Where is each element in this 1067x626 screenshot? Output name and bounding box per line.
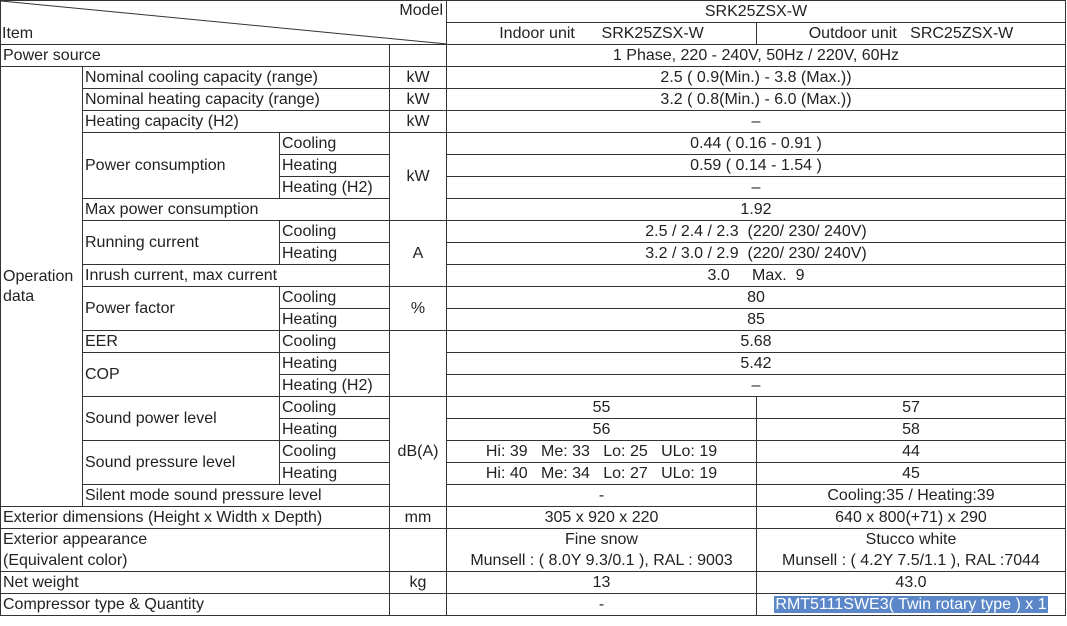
compressor-outdoor-selected[interactable]: RMT5111SWE3( Twin rotary type ) x 1 — [775, 595, 1047, 613]
sound-pressure-mode-heating: Heating — [280, 463, 390, 485]
exterior-dimensions-outdoor: 640 x 800(+71) x 290 — [757, 507, 1066, 529]
sound-power-mode-cooling: Cooling — [280, 397, 390, 419]
eer-mode: Cooling — [280, 331, 390, 353]
silent-mode-outdoor: Cooling:35 / Heating:39 — [757, 485, 1066, 507]
max-power-label: Max power consumption — [83, 199, 390, 221]
equivalent-color-label: (Equivalent color) — [1, 550, 390, 572]
power-factor-label: Power factor — [83, 287, 280, 331]
sound-power-cooling-outdoor: 57 — [757, 397, 1066, 419]
sound-pressure-cooling-outdoor: 44 — [757, 441, 1066, 463]
heating-h2-value: – — [447, 111, 1066, 133]
model-label: Model — [399, 2, 443, 19]
outdoor-unit-model: SRC25ZSX-W — [910, 24, 1014, 42]
power-consumption-mode-heating: Heating — [280, 155, 390, 177]
net-weight-label: Net weight — [1, 572, 390, 594]
inrush-current-value: 3.0 Max. 9 — [447, 265, 1066, 287]
heating-h2-unit: kW — [390, 111, 447, 133]
power-consumption-heating-h2-value: – — [447, 177, 1066, 199]
power-consumption-unit: kW — [390, 133, 447, 221]
exterior-appearance-label: Exterior appearance — [1, 529, 390, 551]
power-factor-cooling-value: 80 — [447, 287, 1066, 309]
running-current-unit: A — [390, 221, 447, 287]
power-consumption-mode-heating-h2: Heating (H2) — [280, 177, 390, 199]
power-consumption-cooling-value: 0.44 ( 0.16 - 0.91 ) — [447, 133, 1066, 155]
power-consumption-label: Power consumption — [83, 133, 280, 199]
outdoor-unit-header — [757, 23, 1066, 45]
nominal-heating-label: Nominal heating capacity (range) — [83, 89, 390, 111]
cop-mode-heating-h2: Heating (H2) — [280, 375, 390, 397]
nominal-heating-unit: kW — [390, 89, 447, 111]
compressor-unit — [390, 594, 447, 616]
outdoor-unit-label: Outdoor unit — [808, 24, 897, 42]
silent-mode-indoor: - — [447, 485, 757, 507]
power-source-unit — [390, 45, 447, 67]
cop-heating-h2-value: – — [447, 375, 1066, 397]
nominal-heating-value: 3.2 ( 0.8(Min.) - 6.0 (Max.)) — [447, 89, 1066, 111]
cop-label: COP — [83, 353, 280, 397]
item-label: Item — [2, 25, 34, 42]
sound-power-mode-heating: Heating — [280, 419, 390, 441]
compressor-label: Compressor type & Quantity — [1, 594, 390, 616]
sound-pressure-label: Sound pressure level — [83, 441, 280, 485]
compressor-indoor: - — [447, 594, 757, 616]
exterior-dimensions-label: Exterior dimensions (Height x Width x Depth) — [1, 507, 390, 529]
net-weight-outdoor: 43.0 — [757, 572, 1066, 594]
exterior-appearance-outdoor: Stucco white — [757, 529, 1066, 551]
sound-power-label: Sound power level — [83, 397, 280, 441]
power-factor-unit: % — [390, 287, 447, 331]
nominal-cooling-label: Nominal cooling capacity (range) — [83, 67, 390, 89]
indoor-unit-label: Indoor unit — [499, 24, 575, 42]
running-current-heating-value: 3.2 / 3.0 / 2.9 (220/ 230/ 240V) — [447, 243, 1066, 265]
power-factor-mode-heating: Heating — [280, 309, 390, 331]
header-diagonal-cell — [1, 1, 447, 45]
inrush-current-label: Inrush current, max current — [83, 265, 390, 287]
indoor-equivalent-color: Munsell : ( 8.0Y 9.3/0.1 ), RAL : 9003 — [447, 550, 757, 572]
eer-value: 5.68 — [447, 331, 1066, 353]
exterior-appearance-indoor: Fine snow — [447, 529, 757, 551]
model-name: SRK25ZSX-W — [447, 1, 1066, 23]
nominal-cooling-value: 2.5 ( 0.9(Min.) - 3.8 (Max.)) — [447, 67, 1066, 89]
power-factor-mode-cooling: Cooling — [280, 287, 390, 309]
sound-pressure-cooling-indoor: Hi: 39 Me: 33 Lo: 25 ULo: 19 — [447, 441, 757, 463]
heating-h2-label: Heating capacity (H2) — [83, 111, 390, 133]
power-source-label: Power source — [1, 45, 390, 67]
silent-mode-label: Silent mode sound pressure level — [83, 485, 390, 507]
running-current-mode-heating: Heating — [280, 243, 390, 265]
eer-cop-unit — [390, 331, 447, 397]
outdoor-equivalent-color: Munsell : ( 4.2Y 7.5/1.1 ), RAL :7044 — [757, 550, 1066, 572]
max-power-value: 1.92 — [447, 199, 1066, 221]
header-diagonal-line — [1, 1, 447, 45]
exterior-appearance-unit — [390, 529, 447, 572]
power-consumption-mode-cooling: Cooling — [280, 133, 390, 155]
running-current-mode-cooling: Cooling — [280, 221, 390, 243]
indoor-unit-header — [447, 23, 757, 45]
sound-pressure-mode-cooling: Cooling — [280, 441, 390, 463]
net-weight-indoor: 13 — [447, 572, 757, 594]
power-factor-heating-value: 85 — [447, 309, 1066, 331]
indoor-unit-model: SRK25ZSX-W — [601, 24, 704, 42]
running-current-label: Running current — [83, 221, 280, 265]
sound-power-heating-indoor: 56 — [447, 419, 757, 441]
net-weight-unit: kg — [390, 572, 447, 594]
operation-label-line2: data — [3, 287, 35, 305]
operation-label-line1: Operation — [3, 267, 74, 285]
eer-label: EER — [83, 331, 280, 353]
exterior-dimensions-indoor: 305 x 920 x 220 — [447, 507, 757, 529]
compressor-outdoor-cell — [757, 594, 1066, 616]
power-source-value: 1 Phase, 220 - 240V, 50Hz / 220V, 60Hz — [447, 45, 1066, 67]
sound-pressure-heating-outdoor: 45 — [757, 463, 1066, 485]
running-current-cooling-value: 2.5 / 2.4 / 2.3 (220/ 230/ 240V) — [447, 221, 1066, 243]
nominal-cooling-unit: kW — [390, 67, 447, 89]
sound-pressure-heating-indoor: Hi: 40 Me: 34 Lo: 27 ULo: 19 — [447, 463, 757, 485]
sound-power-cooling-indoor: 55 — [447, 397, 757, 419]
sound-power-heating-outdoor: 58 — [757, 419, 1066, 441]
operation-data-label — [1, 67, 83, 507]
cop-mode-heating: Heating — [280, 353, 390, 375]
cop-heating-value: 5.42 — [447, 353, 1066, 375]
exterior-dimensions-unit: mm — [390, 507, 447, 529]
sound-unit: dB(A) — [390, 397, 447, 507]
power-consumption-heating-value: 0.59 ( 0.14 - 1.54 ) — [447, 155, 1066, 177]
